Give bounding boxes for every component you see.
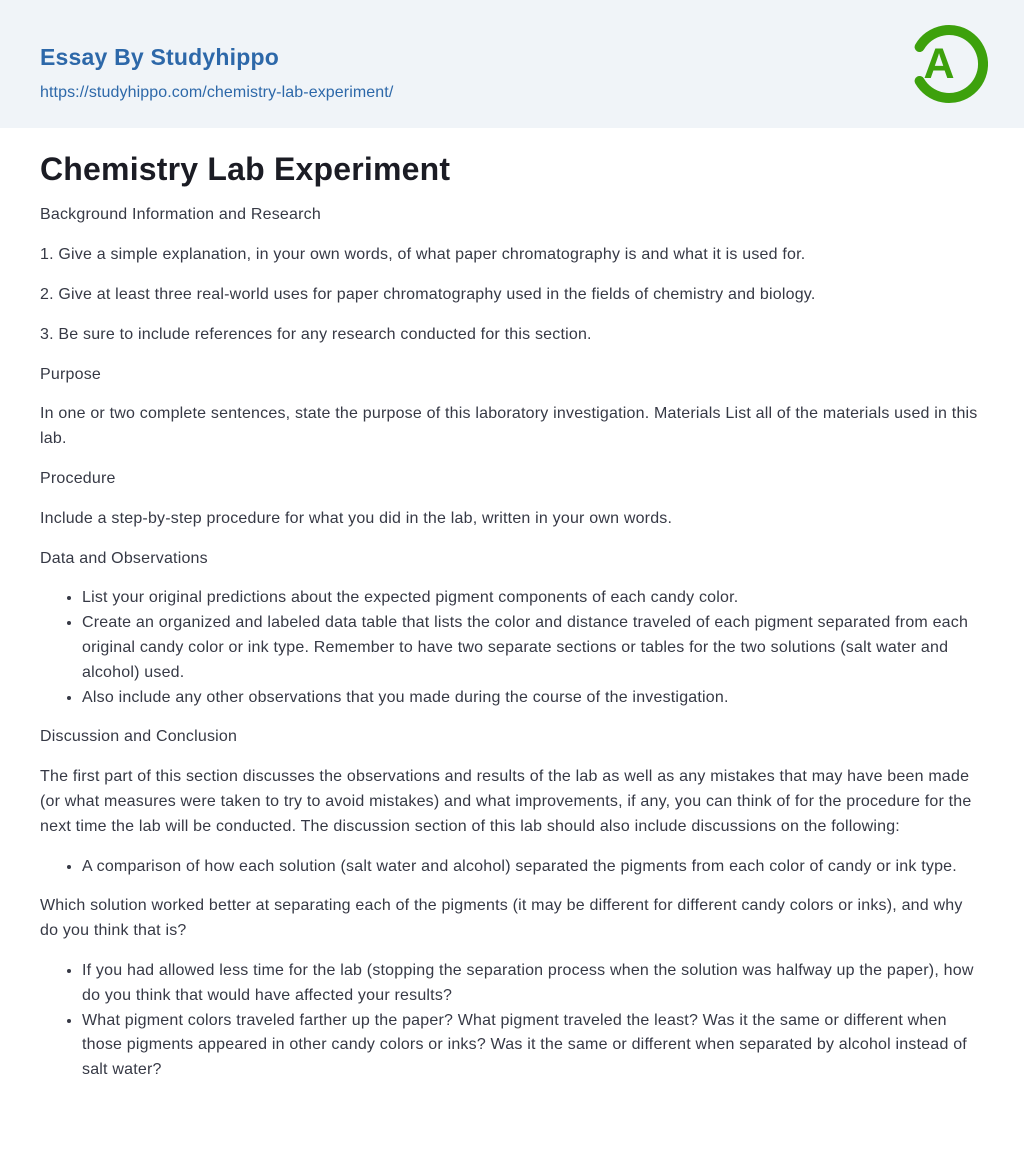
list-item: • What pigment colors traveled farther up the paper? What pigment traveled the least? Was it the same or different when those pigments appeared in other candy colors or inks? Was it the same or different when separated by alcohol instead of salt water? [82, 1009, 984, 1083]
article-body [0, 128, 1024, 1083]
article-title: Chemistry Lab Experiment [40, 151, 451, 187]
source-url-link[interactable]: https://studyhippo.com/chemistry-lab-experiment/ [40, 84, 394, 101]
discussion-text: The first part of this section discusses the observations and results of the lab as well as any mistakes that may have been made (or what measures were taken to try to avoid mistakes) and what improvements, if any, you can think of for the procedure for the next time the lab will be conducted. The discussion section of this lab should also include discussions on the following: [40, 768, 972, 835]
list-item: • If you had allowed less time for the lab (stopping the separation process when the solution was halfway up the paper), how do you think that would have affected your results? [82, 959, 984, 1009]
procedure-text: Include a step-by-step procedure for what you did in the lab, written in your own words. [40, 509, 673, 527]
purpose-text: In one or two complete sentences, state the purpose of this laboratory investigation. Materials List all of the materials used in this lab. [40, 405, 978, 448]
numbered-item-3: 3. Be sure to include references for any research conducted for this section. [40, 325, 592, 343]
page-header [0, 0, 1024, 128]
discussion-list [40, 855, 984, 880]
intro-heading: Background Information and Research [40, 206, 321, 224]
site-title: Essay By Studyhippo [40, 44, 279, 70]
list-item: • List your original predictions about the expected pigment components of each candy color. [82, 586, 984, 611]
logo-letter: A [923, 40, 955, 88]
studyhippo-logo [908, 21, 988, 107]
data-observations-list [40, 586, 984, 710]
list-item: • A comparison of how each solution (salt water and alcohol) separated the pigments from each color of candy or ink type. [82, 855, 984, 880]
data-observations-heading: Data and Observations [40, 549, 208, 567]
purpose-heading: Purpose [40, 365, 101, 383]
list-item: • Also include any other observations that you made during the course of the investigation. [82, 686, 984, 711]
numbered-item-1: 1. Give a simple explanation, in your own words, of what paper chromatography is and what it is used for. [40, 246, 806, 264]
procedure-heading: Procedure [40, 469, 116, 487]
which-solution-text: Which solution worked better at separating each of the pigments (it may be different for different candy colors or inks), and why do you think that is? [40, 897, 963, 940]
discussion-heading: Discussion and Conclusion [40, 728, 238, 746]
list-item: • Create an organized and labeled data table that lists the color and distance traveled of each pigment separated from each original candy color or ink type. Remember to have two separate sections or tables for the two solutions (salt water and alcohol) used. [82, 611, 984, 685]
final-questions-list [40, 959, 984, 1083]
numbered-item-2: 2. Give at least three real-world uses for paper chromatography used in the fields of chemistry and biology. [40, 285, 816, 303]
